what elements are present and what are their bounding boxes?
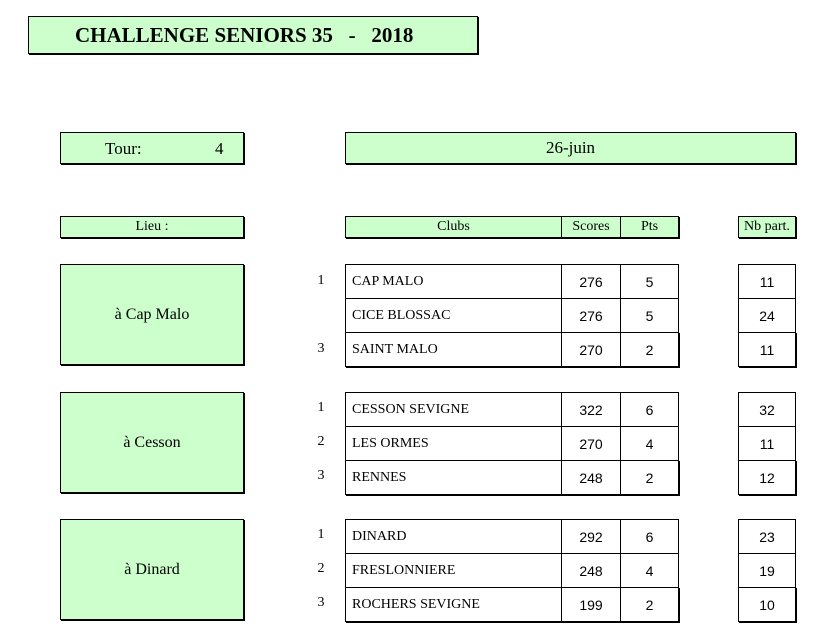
tour-box: [60, 132, 244, 164]
header-pts: Pts: [620, 216, 679, 238]
rank: 3: [317, 341, 325, 356]
score: 270: [561, 332, 621, 367]
rank: 1: [317, 527, 325, 542]
score: 248: [561, 460, 621, 495]
points: 2: [620, 587, 679, 622]
date-box: 26-juin: [345, 132, 796, 164]
club-name: DINARD: [345, 519, 562, 554]
lieu-cell: à Dinard: [60, 519, 244, 620]
rank: 2: [317, 434, 325, 449]
rank: 2: [317, 561, 325, 576]
nb-participants: 24: [738, 298, 796, 333]
header-nb-part: Nb part.: [738, 216, 796, 238]
points: 5: [620, 264, 679, 299]
club-name: CAP MALO: [345, 264, 562, 299]
club-name: RENNES: [345, 460, 562, 495]
score: 276: [561, 298, 621, 333]
points: 4: [620, 426, 679, 461]
points: 6: [620, 392, 679, 427]
header-scores: Scores: [561, 216, 621, 238]
rank: 1: [317, 400, 325, 415]
rank: 1: [317, 273, 325, 288]
nb-participants: 11: [738, 264, 796, 299]
lieu-cell: à Cesson: [60, 392, 244, 493]
nb-participants: 23: [738, 519, 796, 554]
rank: 3: [317, 595, 325, 610]
header-lieu: Lieu :: [60, 216, 244, 238]
club-name: CICE BLOSSAC: [345, 298, 562, 333]
score: 322: [561, 392, 621, 427]
club-name: ROCHERS SEVIGNE: [345, 587, 562, 622]
points: 5: [620, 298, 679, 333]
nb-participants: 11: [738, 332, 796, 367]
points: 6: [620, 519, 679, 554]
tour-value: 4: [215, 139, 224, 158]
points: 2: [620, 332, 679, 367]
nb-participants: 19: [738, 553, 796, 588]
tour-label: Tour:: [105, 139, 142, 158]
score: 276: [561, 264, 621, 299]
club-name: FRESLONNIERE: [345, 553, 562, 588]
score: 292: [561, 519, 621, 554]
header-clubs: Clubs: [345, 216, 562, 238]
nb-participants: 12: [738, 460, 796, 495]
nb-participants: 11: [738, 426, 796, 461]
points: 2: [620, 460, 679, 495]
page-title: CHALLENGE SENIORS 35 - 2018: [28, 16, 478, 54]
nb-participants: 10: [738, 587, 796, 622]
club-name: LES ORMES: [345, 426, 562, 461]
nb-participants: 32: [738, 392, 796, 427]
score: 248: [561, 553, 621, 588]
score: 199: [561, 587, 621, 622]
club-name: CESSON SEVIGNE: [345, 392, 562, 427]
score: 270: [561, 426, 621, 461]
rank: 3: [317, 468, 325, 483]
points: 4: [620, 553, 679, 588]
lieu-cell: à Cap Malo: [60, 264, 244, 365]
club-name: SAINT MALO: [345, 332, 562, 367]
